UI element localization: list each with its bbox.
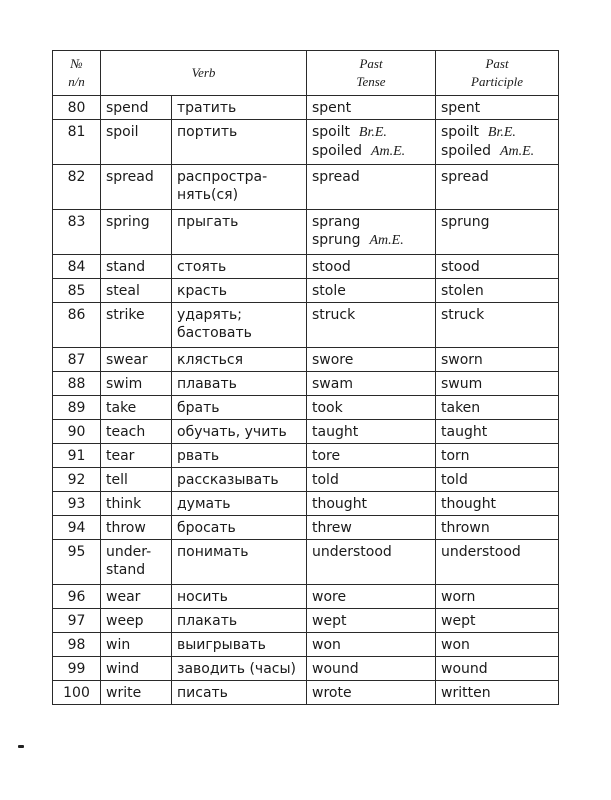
- verb-cell: [101, 468, 172, 492]
- row-number-cell: [53, 633, 101, 657]
- past-participle-cell: [436, 348, 559, 372]
- past-tense-form: wound: [312, 661, 359, 677]
- past-participle-cell: [436, 516, 559, 540]
- past-participle-form: stood: [441, 259, 480, 275]
- translation-cell: [172, 633, 307, 657]
- row-number-cell: [53, 303, 101, 348]
- verb-infinitive: steal: [106, 283, 140, 299]
- row-number: 88: [67, 376, 86, 392]
- past-participle-form: taught: [441, 424, 488, 440]
- past-tense-form: spread: [312, 169, 360, 185]
- past-tense-form: sprang: [312, 214, 361, 230]
- table-row: [53, 96, 559, 120]
- verb-cell: [101, 120, 172, 165]
- row-number: 93: [67, 496, 86, 512]
- row-number-cell: [53, 420, 101, 444]
- verb-infinitive: win: [106, 637, 131, 653]
- table-row: [53, 585, 559, 609]
- row-number: 91: [67, 448, 86, 464]
- past-participle-cell: [436, 444, 559, 468]
- header-past-participle: [436, 51, 559, 96]
- variant-note: Am.E.: [499, 144, 535, 159]
- past-participle-form: taken: [441, 400, 481, 416]
- past-participle-form: sprung: [441, 214, 490, 230]
- verb-translation: бросать: [177, 520, 236, 536]
- header-past-tense-line2: Tense: [356, 74, 386, 89]
- header-past-participle-line2: Participle: [471, 74, 523, 89]
- table-row: [53, 420, 559, 444]
- past-participle-cell: [436, 255, 559, 279]
- past-tense-form: wore: [312, 589, 347, 605]
- past-tense-cell: [307, 657, 436, 681]
- table-row: [53, 609, 559, 633]
- past-participle-cell: [436, 468, 559, 492]
- past-participle-form: spoilt: [441, 124, 480, 140]
- past-tense-form: taught: [312, 424, 359, 440]
- row-number: 99: [67, 661, 86, 677]
- header-past-tense-line1: Past: [359, 56, 383, 71]
- past-participle-cell: [436, 120, 559, 165]
- past-participle-form: won: [441, 637, 470, 653]
- table-body: [53, 96, 559, 705]
- variant-note: Br.E.: [358, 125, 387, 140]
- past-participle-cell: [436, 633, 559, 657]
- verb-translation: клясться: [177, 352, 244, 368]
- verb-translation: писать: [177, 685, 228, 701]
- variant-note: Br.E.: [487, 125, 516, 140]
- row-number: 81: [67, 124, 86, 140]
- verb-translation: выигрывать: [177, 637, 266, 653]
- past-tense-form: wept: [312, 613, 347, 629]
- translation-cell: [172, 255, 307, 279]
- translation-cell: [172, 420, 307, 444]
- translation-cell: [172, 120, 307, 165]
- table-row: [53, 516, 559, 540]
- table-row: [53, 255, 559, 279]
- translation-cell: [172, 165, 307, 210]
- past-tense-form: took: [312, 400, 343, 416]
- translation-cell: [172, 516, 307, 540]
- header-past-participle-line1: Past: [485, 56, 509, 71]
- table-row: [53, 681, 559, 705]
- verb-infinitive: wind: [106, 661, 140, 677]
- row-number: 97: [67, 613, 86, 629]
- header-number-symbol: №: [70, 56, 83, 71]
- header-verb-label: Verb: [191, 65, 216, 80]
- row-number: 86: [67, 307, 86, 323]
- past-participle-form: struck: [441, 307, 485, 323]
- header-number: [53, 51, 101, 96]
- translation-cell: [172, 210, 307, 255]
- row-number-cell: [53, 585, 101, 609]
- verb-cell: [101, 303, 172, 348]
- table-row: [53, 633, 559, 657]
- past-participle-cell: [436, 585, 559, 609]
- past-tense-cell: [307, 255, 436, 279]
- table-row: [53, 468, 559, 492]
- past-participle-cell: [436, 420, 559, 444]
- past-tense-form: thought: [312, 496, 368, 512]
- verb-translation: плакать: [177, 613, 238, 629]
- row-number: 84: [67, 259, 86, 275]
- past-participle-form: wound: [441, 661, 488, 677]
- verb-translation: красть: [177, 283, 228, 299]
- past-tense-cell: [307, 633, 436, 657]
- table-row: [53, 279, 559, 303]
- variant-note: Am.E.: [369, 233, 404, 248]
- past-tense-cell: [307, 585, 436, 609]
- past-tense-cell: [307, 372, 436, 396]
- past-participle-cell: [436, 165, 559, 210]
- past-tense-cell: [307, 492, 436, 516]
- verb-cell: [101, 255, 172, 279]
- verb-infinitive-part: under-: [106, 544, 152, 560]
- past-participle-form: spent: [441, 100, 481, 116]
- past-tense-form: sprung: [312, 232, 361, 248]
- row-number-cell: [53, 279, 101, 303]
- verb-infinitive: stand: [106, 259, 146, 275]
- past-tense-form: threw: [312, 520, 352, 536]
- verb-translation: нять(ся): [177, 187, 239, 203]
- row-number-cell: [53, 96, 101, 120]
- verb-translation: распростра-: [177, 169, 268, 185]
- row-number-cell: [53, 492, 101, 516]
- past-participle-form: swum: [441, 376, 483, 392]
- row-number-cell: [53, 372, 101, 396]
- verb-cell: [101, 279, 172, 303]
- verb-cell: [101, 396, 172, 420]
- verb-cell: [101, 444, 172, 468]
- row-number: 96: [67, 589, 86, 605]
- verb-translation: рассказывать: [177, 472, 279, 488]
- past-participle-form: spoiled: [441, 143, 492, 159]
- translation-cell: [172, 657, 307, 681]
- row-number-cell: [53, 540, 101, 585]
- past-tense-cell: [307, 210, 436, 255]
- past-participle-form: torn: [441, 448, 470, 464]
- past-tense-cell: [307, 96, 436, 120]
- past-tense-form: swam: [312, 376, 353, 392]
- past-tense-form: understood: [312, 544, 392, 560]
- past-participle-form: worn: [441, 589, 476, 605]
- header-verb: [101, 51, 307, 96]
- past-tense-cell: [307, 396, 436, 420]
- past-tense-cell: [307, 540, 436, 585]
- translation-cell: [172, 468, 307, 492]
- verb-translation: брать: [177, 400, 220, 416]
- row-number-cell: [53, 348, 101, 372]
- row-number: 98: [67, 637, 86, 653]
- table-row: [53, 303, 559, 348]
- past-participle-form: understood: [441, 544, 521, 560]
- past-tense-form: spent: [312, 100, 352, 116]
- past-tense-cell: [307, 348, 436, 372]
- verb-infinitive: tell: [106, 472, 128, 488]
- translation-cell: [172, 540, 307, 585]
- past-tense-form: struck: [312, 307, 356, 323]
- past-participle-cell: [436, 372, 559, 396]
- past-tense-form: stood: [312, 259, 351, 275]
- past-tense-form: swore: [312, 352, 354, 368]
- verb-infinitive: wear: [106, 589, 141, 605]
- table-row: [53, 120, 559, 165]
- table-row: [53, 210, 559, 255]
- table-row: [53, 540, 559, 585]
- past-participle-cell: [436, 396, 559, 420]
- verb-cell: [101, 492, 172, 516]
- past-tense-form: stole: [312, 283, 346, 299]
- verb-infinitive-part: stand: [106, 562, 146, 578]
- past-tense-cell: [307, 303, 436, 348]
- page-mark: [18, 745, 24, 748]
- row-number-cell: [53, 468, 101, 492]
- table-row: [53, 348, 559, 372]
- past-tense-form: spoilt: [312, 124, 351, 140]
- past-participle-cell: [436, 303, 559, 348]
- verb-translation: заводить (часы): [177, 661, 296, 677]
- translation-cell: [172, 348, 307, 372]
- past-tense-form: told: [312, 472, 339, 488]
- past-participle-cell: [436, 279, 559, 303]
- verb-translation: думать: [177, 496, 231, 512]
- verb-cell: [101, 348, 172, 372]
- verb-cell: [101, 420, 172, 444]
- verb-infinitive: write: [106, 685, 142, 701]
- verb-translation: портить: [177, 124, 238, 140]
- past-tense-cell: [307, 444, 436, 468]
- past-participle-cell: [436, 210, 559, 255]
- past-tense-cell: [307, 516, 436, 540]
- past-tense-cell: [307, 681, 436, 705]
- verb-infinitive: spoil: [106, 124, 139, 140]
- verb-cell: [101, 585, 172, 609]
- verb-infinitive: swear: [106, 352, 148, 368]
- past-participle-form: spread: [441, 169, 489, 185]
- verb-translation: понимать: [177, 544, 249, 560]
- past-tense-cell: [307, 609, 436, 633]
- past-tense-cell: [307, 279, 436, 303]
- verb-infinitive: throw: [106, 520, 146, 536]
- past-participle-cell: [436, 681, 559, 705]
- verb-translation: рвать: [177, 448, 220, 464]
- verb-cell: [101, 165, 172, 210]
- row-number: 90: [67, 424, 86, 440]
- verb-infinitive: tear: [106, 448, 135, 464]
- table-header-row: [53, 51, 559, 96]
- table-row: [53, 657, 559, 681]
- verb-translation: носить: [177, 589, 228, 605]
- verb-infinitive: teach: [106, 424, 146, 440]
- header-number-label: n/n: [68, 74, 85, 89]
- header-past-tense: [307, 51, 436, 96]
- row-number: 94: [67, 520, 86, 536]
- verb-translation: прыгать: [177, 214, 239, 230]
- past-participle-cell: [436, 540, 559, 585]
- row-number-cell: [53, 120, 101, 165]
- translation-cell: [172, 492, 307, 516]
- verb-cell: [101, 681, 172, 705]
- row-number: 82: [67, 169, 86, 185]
- translation-cell: [172, 303, 307, 348]
- row-number-cell: [53, 516, 101, 540]
- verb-infinitive: think: [106, 496, 142, 512]
- row-number-cell: [53, 165, 101, 210]
- translation-cell: [172, 396, 307, 420]
- verb-translation: бастовать: [177, 325, 252, 341]
- verb-translation: плавать: [177, 376, 237, 392]
- past-participle-form: written: [441, 685, 491, 701]
- verb-infinitive: swim: [106, 376, 143, 392]
- verb-cell: [101, 609, 172, 633]
- verb-infinitive: spring: [106, 214, 150, 230]
- verb-translation: тратить: [177, 100, 237, 116]
- past-participle-form: thrown: [441, 520, 490, 536]
- verb-infinitive: spend: [106, 100, 149, 116]
- past-participle-cell: [436, 492, 559, 516]
- table-row: [53, 492, 559, 516]
- irregular-verbs-table: [52, 50, 559, 705]
- translation-cell: [172, 609, 307, 633]
- past-tense-cell: [307, 420, 436, 444]
- verb-translation: стоять: [177, 259, 227, 275]
- verb-cell: [101, 96, 172, 120]
- past-participle-form: stolen: [441, 283, 484, 299]
- verb-cell: [101, 633, 172, 657]
- verb-cell: [101, 210, 172, 255]
- row-number: 85: [67, 283, 86, 299]
- row-number-cell: [53, 657, 101, 681]
- verb-cell: [101, 540, 172, 585]
- past-participle-cell: [436, 609, 559, 633]
- table-row: [53, 444, 559, 468]
- table-row: [53, 372, 559, 396]
- past-tense-cell: [307, 468, 436, 492]
- variant-note: Am.E.: [370, 144, 406, 159]
- past-tense-form: spoiled: [312, 143, 363, 159]
- verb-infinitive: take: [106, 400, 137, 416]
- translation-cell: [172, 372, 307, 396]
- verb-cell: [101, 516, 172, 540]
- translation-cell: [172, 681, 307, 705]
- row-number: 100: [63, 685, 90, 701]
- row-number: 95: [67, 544, 86, 560]
- row-number-cell: [53, 681, 101, 705]
- past-participle-cell: [436, 657, 559, 681]
- row-number-cell: [53, 444, 101, 468]
- verb-translation: ударять;: [177, 307, 242, 323]
- translation-cell: [172, 585, 307, 609]
- past-participle-cell: [436, 96, 559, 120]
- translation-cell: [172, 96, 307, 120]
- table-row: [53, 165, 559, 210]
- past-participle-form: thought: [441, 496, 497, 512]
- past-tense-cell: [307, 120, 436, 165]
- row-number-cell: [53, 255, 101, 279]
- past-tense-cell: [307, 165, 436, 210]
- translation-cell: [172, 279, 307, 303]
- verb-translation: обучать, учить: [177, 424, 287, 440]
- row-number: 83: [67, 214, 86, 230]
- table-row: [53, 396, 559, 420]
- row-number: 80: [67, 100, 86, 116]
- past-tense-form: wrote: [312, 685, 352, 701]
- past-tense-form: tore: [312, 448, 341, 464]
- verb-infinitive: weep: [106, 613, 144, 629]
- row-number-cell: [53, 609, 101, 633]
- verb-cell: [101, 372, 172, 396]
- past-tense-form: won: [312, 637, 341, 653]
- verb-infinitive: spread: [106, 169, 154, 185]
- row-number: 87: [67, 352, 86, 368]
- row-number: 89: [67, 400, 86, 416]
- past-participle-form: told: [441, 472, 468, 488]
- row-number-cell: [53, 396, 101, 420]
- past-participle-form: sworn: [441, 352, 483, 368]
- translation-cell: [172, 444, 307, 468]
- verb-cell: [101, 657, 172, 681]
- row-number-cell: [53, 210, 101, 255]
- past-participle-form: wept: [441, 613, 476, 629]
- verb-infinitive: strike: [106, 307, 145, 323]
- row-number: 92: [67, 472, 86, 488]
